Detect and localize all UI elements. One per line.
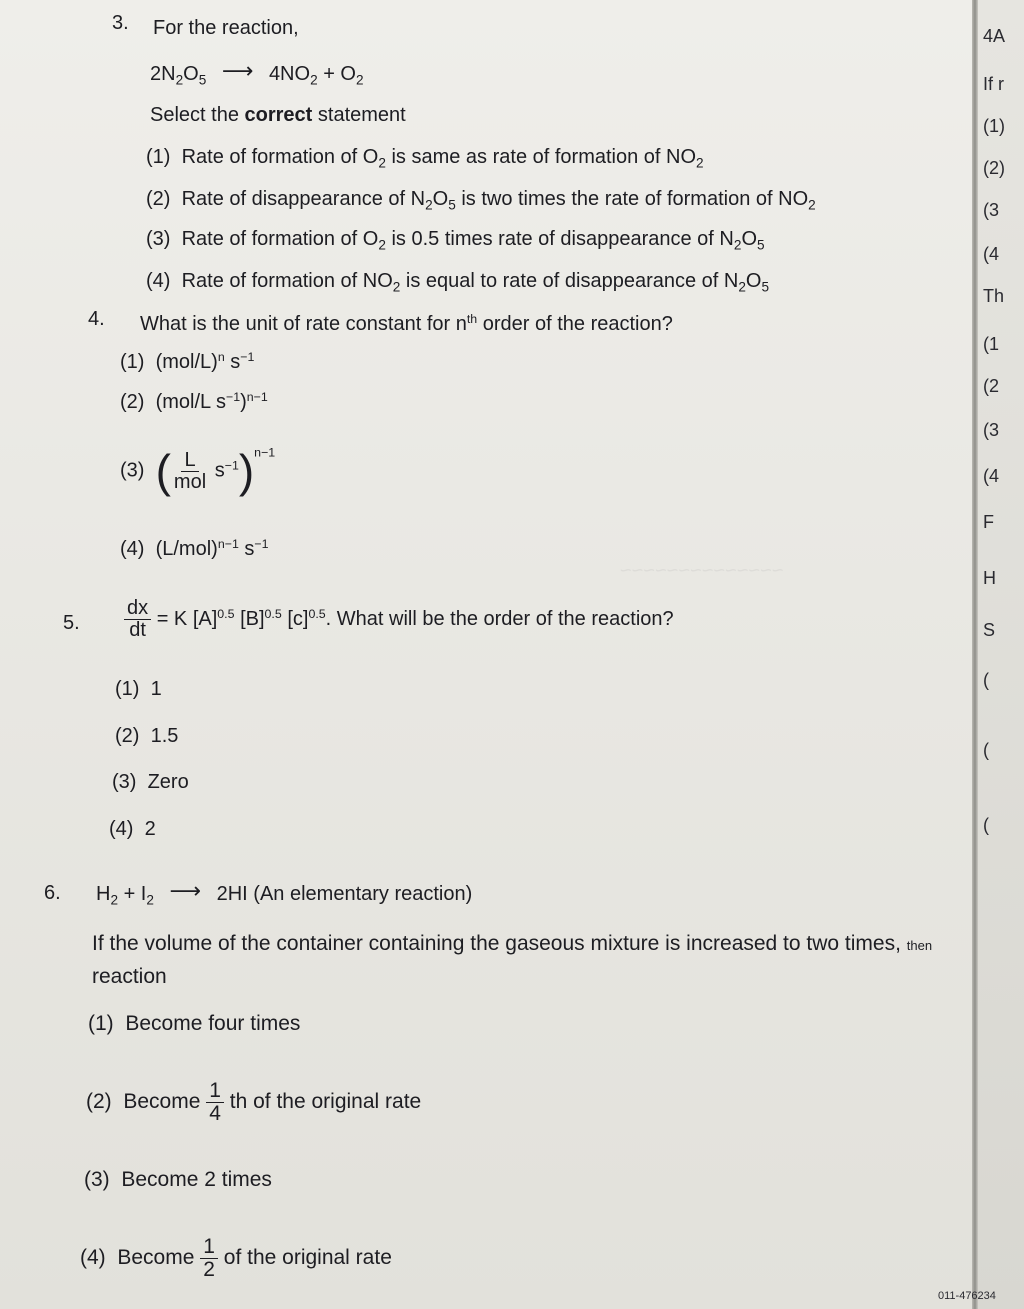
edge-text: (4 [983, 244, 1000, 264]
edge-phone-number: 011-476234 [938, 1290, 996, 1302]
q4-number: 4. [88, 308, 105, 330]
left-paren: ( [155, 445, 171, 497]
q5-question: $\frac{dx}{dt}$ = K $[A]^{0.5}$ $[B]^{0.5}$ $[c]^{0.5}$. What will be the order of the reaction? [124, 598, 674, 641]
adjacent-page-edge [938, 0, 1024, 1309]
edge-text: (3 [983, 200, 1000, 220]
q3-question: For the reaction, [153, 17, 299, 39]
q6-question-line-1: If the volume of the container containing the gaseous mixture is increased to two times, then [92, 932, 933, 955]
edge-text: (2) [983, 158, 1005, 178]
edge-text: (3 [983, 420, 1000, 440]
q3-option-4: (4) Rate of formation of $NO_2$ is equal to rate of disappearance of $N_2O_5$ [146, 270, 770, 295]
q3-option-2: (2) Rate of disappearance of $N_2O_5$ is two times the rate of formation of $NO_2$ [146, 188, 816, 213]
q4-option-4: (4) $(L/mol)^{n-1}$ $s^{-1}$ [120, 537, 269, 560]
reaction-arrow: ⟶ [221, 58, 254, 83]
bleed-through-text: ~~~~~~~~~~~~~~ [620, 560, 784, 582]
edge-text: S [983, 620, 996, 640]
edge-text: (1) [983, 116, 1005, 136]
edge-text: Th [983, 286, 1005, 306]
q6-option-3: (3) Become 2 times [84, 1168, 272, 1191]
edge-text: If r [983, 74, 1004, 94]
q5-option-4: (4) 2 [109, 818, 156, 840]
q3-option-1: (1) Rate of formation of $O_2$ is same as rate of formation of $NO_2$ [146, 146, 704, 171]
edge-text: (4 [983, 466, 1000, 486]
q5-number: 5. [63, 612, 80, 634]
q3-equation: $2N_2O_5$ ⟶ $4NO_2 + O_2$ [150, 58, 364, 88]
edge-text: (1 [983, 334, 1000, 354]
edge-text: ( [983, 670, 989, 690]
q4-option-1: (1) $(mol/L)^n$ $s^{-1}$ [120, 350, 255, 373]
q5-option-2: (2) 1.5 [115, 725, 179, 747]
edge-text: H [983, 568, 996, 588]
q3-number: 3. [112, 12, 129, 34]
q6-option-4: (4) Become $\frac{1}{2}$ of the original rate [80, 1235, 392, 1282]
derivative-fraction: $\frac{dx}{dt}$ [124, 598, 151, 641]
edge-text: (2 [983, 376, 1000, 396]
q5-option-1: (1) 1 [115, 678, 162, 700]
q6-option-2: (2) Become $\frac{1}{4}$ th of the original rate [86, 1079, 422, 1126]
fraction: $\frac{1}{2}$ [200, 1236, 218, 1281]
q6-option-1: (1) Become four times [88, 1012, 301, 1035]
q5-option-3: (3) Zero [112, 771, 189, 793]
right-paren: ) [238, 445, 255, 497]
q3-option-3: (3) Rate of formation of $O_2$ is 0.5 times rate of disappearance of $N_2O_5$ [146, 228, 765, 253]
q6-number: 6. [44, 882, 61, 904]
reaction-arrow: ⟶ [169, 878, 202, 903]
edge-text: 4A [983, 26, 1006, 46]
q4-option-3: (3) ( $\frac{L}{\text{mol}}$ $s^{-1})^{n-1}$ [120, 445, 276, 497]
edge-text: ( [983, 740, 989, 760]
q3-prompt: Select the correct statement [150, 104, 406, 126]
q6-equation: $H_2 + I_2$ ⟶ 2HI (An elementary reaction) [96, 878, 473, 908]
fraction: $\frac{1}{4}$ [206, 1080, 224, 1125]
edge-text: F [983, 512, 994, 532]
fraction: $\frac{L}{\text{mol}}$ [173, 448, 207, 493]
q4-option-2: (2) (mol/L $s^{-1})^{n-1}$ [120, 390, 268, 413]
edge-text: ( [983, 815, 989, 835]
q6-question-line-2: reaction [92, 965, 167, 988]
q4-question: What is the unit of rate constant for $n^{th}$ order of the reaction? [140, 312, 673, 335]
